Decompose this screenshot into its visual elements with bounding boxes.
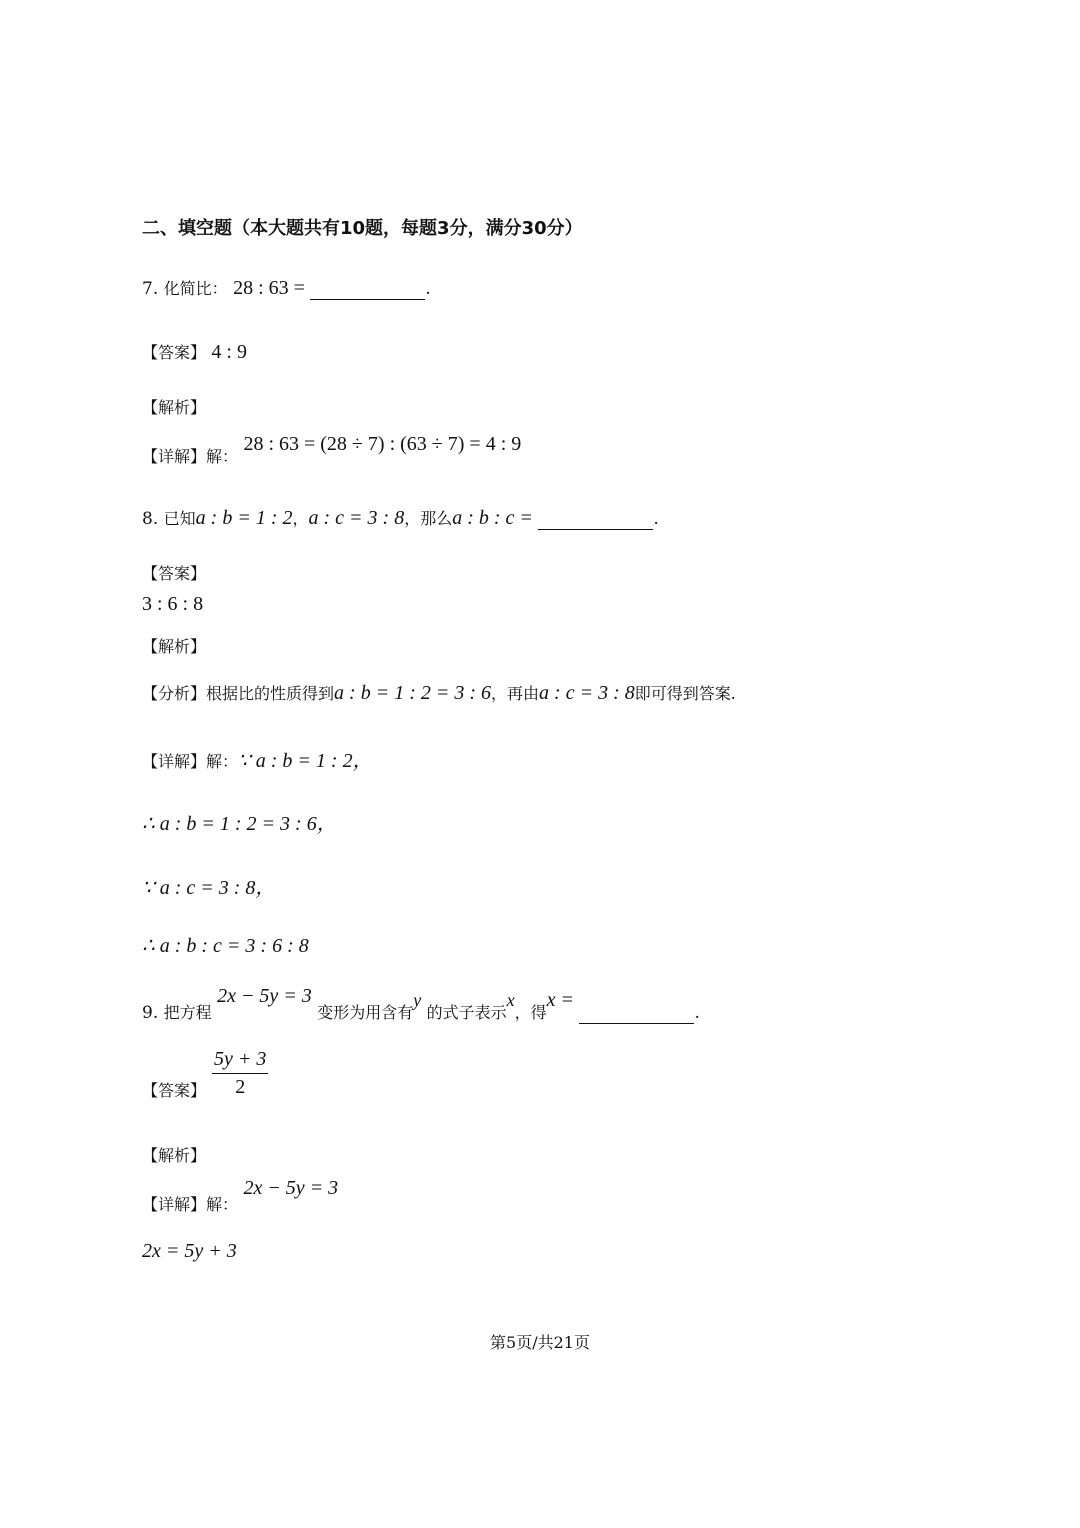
question-number: 9. [142, 1003, 159, 1023]
question-expression-1: 2x − 5y = 3 [217, 985, 312, 1007]
q7-analysis-tag: 【解析】 [142, 398, 207, 417]
question-7 [142, 276, 431, 300]
fraction-numerator: 5y + 3 [212, 1048, 268, 1074]
fenxi-text-1: 根据比的性质得到 [206, 684, 335, 703]
fenxi-expression-1: a : b = 1 : 2 = 3 : 6 [334, 682, 492, 704]
question-stem-2: ，那么 [404, 509, 453, 528]
page-footer: 第5页/共21页 [490, 1333, 590, 1352]
q9-analysis-tag: 【解析】 [142, 1146, 207, 1165]
q8-analysis-tag: 【解析】 [142, 637, 207, 656]
question-number: 7. [142, 279, 159, 299]
detail-step: ∵ a : b = 1 : 2， [238, 750, 373, 772]
detail-prefix: 解： [206, 1195, 239, 1214]
q7-detail-row [142, 432, 522, 466]
q8-answer-tag: 【答案】 [142, 564, 207, 583]
q9-detail-row [142, 1176, 339, 1214]
detail-prefix: 解： [206, 752, 239, 771]
q8-answer-value: 3 : 6 : 8 [142, 593, 204, 615]
q9-answer-fraction [212, 1048, 268, 1099]
answer-blank [579, 1005, 694, 1024]
question-stem: 化简比： [163, 279, 228, 298]
answer-blank [538, 511, 653, 530]
detail-tag: 【详解】 [142, 447, 207, 466]
question-stem-1: 把方程 [163, 1003, 212, 1022]
question-separator: ， [292, 509, 309, 528]
q9-answer-tag: 【答案】 [142, 1081, 207, 1100]
detail-expression: 28 : 63 = (28 ÷ 7) : (63 ÷ 7) = 4 : 9 [243, 433, 522, 455]
question-stem-4: ，得 [514, 1003, 547, 1022]
question-expression-3: a : b : c = [452, 507, 533, 529]
detail-tag: 【详解】 [142, 752, 207, 771]
question-stem-1: 已知 [163, 509, 196, 528]
fenxi-text-3: 即可得到答案. [634, 684, 736, 703]
section-heading: 二、填空题（本大题共有10题，每题3分，满分30分） [142, 218, 583, 239]
question-expression-2: x = [546, 989, 575, 1011]
q7-answer-row [142, 340, 247, 364]
question-number: 8. [142, 509, 159, 529]
question-stem-3: 的式子表示 [426, 1003, 507, 1022]
q8-step-2: ∴ a : b = 1 : 2 = 3 : 6， [142, 813, 337, 835]
question-end: . [425, 279, 431, 299]
q8-step-3: ∵ a : c = 3 : 8， [142, 877, 276, 899]
fenxi-text-2: ，再由 [491, 684, 540, 703]
variable-x: x [506, 990, 515, 1010]
q8-fenxi-row [142, 681, 736, 705]
detail-tag: 【详解】 [142, 1195, 207, 1214]
q8-detail-row [142, 744, 373, 773]
q9-step: 2x = 5y + 3 [142, 1240, 237, 1262]
answer-value: 4 : 9 [211, 341, 247, 363]
fenxi-tag: 【分析】 [142, 684, 207, 703]
question-end: . [694, 1003, 700, 1023]
question-expression-1: a : b = 1 : 2 [195, 507, 293, 529]
answer-tag: 【答案】 [142, 343, 207, 362]
detail-prefix: 解： [206, 447, 239, 466]
question-expression-2: a : c = 3 : 8 [308, 507, 405, 529]
question-expression: 28 : 63 = [233, 277, 305, 299]
fenxi-expression-2: a : c = 3 : 8 [539, 682, 635, 704]
answer-blank [310, 281, 425, 300]
question-stem-2: 变形为用含有 [317, 1003, 414, 1022]
variable-y: y [413, 990, 422, 1010]
detail-expression: 2x − 5y = 3 [243, 1177, 339, 1199]
fraction-denominator: 2 [235, 1076, 246, 1098]
question-8 [142, 506, 659, 530]
question-9 [142, 985, 700, 1024]
question-end: . [653, 509, 659, 529]
q8-step-4: ∴ a : b : c = 3 : 6 : 8 [142, 935, 309, 957]
